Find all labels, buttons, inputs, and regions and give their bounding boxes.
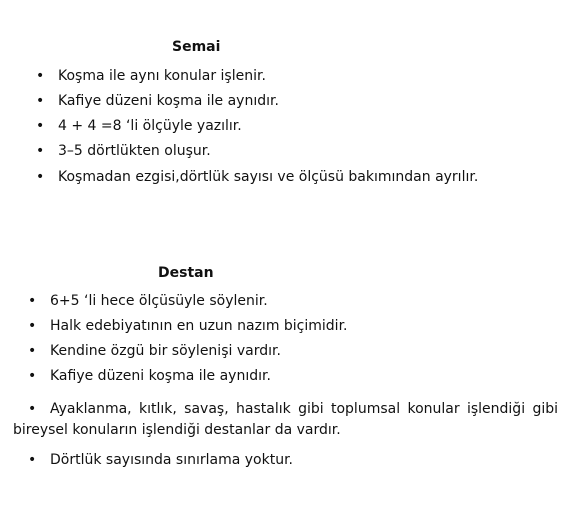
semai-item-1-text: Koşma ile aynı konular işlenir.	[58, 68, 266, 84]
destan-paragraph	[13, 399, 558, 441]
destan-item-3-text: Kendine özgü bir söylenişi vardır.	[50, 343, 281, 359]
semai-paragraph-text: Koşmadan ezgisi,dörtlük sayısı ve ölçüsü bakımından ayrılır.	[58, 169, 479, 185]
destan-item-4-text: Kafiye düzeni koşma ile aynıdır.	[50, 368, 271, 384]
bullet-icon: •	[28, 401, 37, 417]
semai-paragraph	[22, 167, 554, 188]
bullet-icon: •	[36, 118, 45, 134]
semai-title: Semai	[172, 39, 221, 55]
destan-paragraph-text: Ayaklanma, kıtlık, savaş, hastalık gibi toplumsal konular işlendiği gibi bireysel konuların işlendiği destanlar da vardır.	[13, 401, 558, 438]
bullet-icon: •	[36, 68, 45, 84]
bullet-icon: •	[28, 452, 37, 468]
bullet-icon: •	[28, 318, 37, 334]
bullet-icon: •	[36, 93, 45, 109]
bullet-icon: •	[28, 343, 37, 359]
semai-item-2-text: Kafiye düzeni koşma ile aynıdır.	[58, 93, 279, 109]
destan-item-2-text: Halk edebiyatının en uzun nazım biçimidir.	[50, 318, 348, 334]
semai-item-4-text: 3–5 dörtlükten oluşur.	[58, 143, 211, 159]
destan-title: Destan	[158, 265, 214, 281]
semai-item-3-text: 4 + 4 =8 ‘li ölçüyle yazılır.	[58, 118, 242, 134]
bullet-icon: •	[28, 368, 37, 384]
destan-item-1-text: 6+5 ‘li hece ölçüsüyle söylenir.	[50, 293, 268, 309]
destan-item-5-text: Dörtlük sayısında sınırlama yoktur.	[50, 452, 294, 468]
bullet-icon: •	[36, 143, 45, 159]
bullet-icon: •	[36, 169, 45, 185]
bullet-icon: •	[28, 293, 37, 309]
